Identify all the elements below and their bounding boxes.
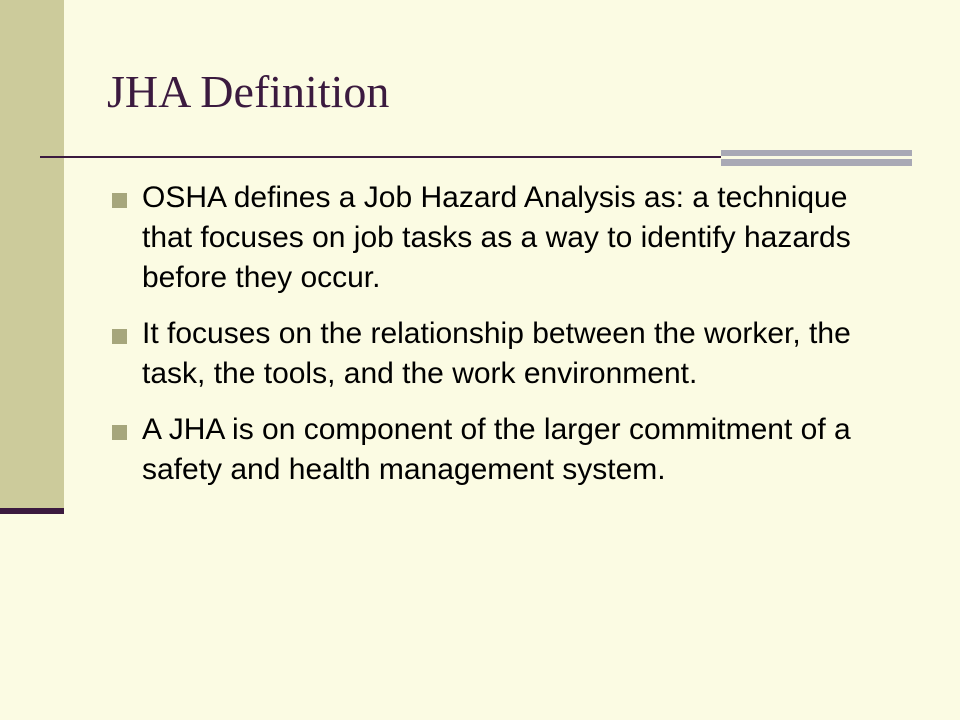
title-underline-accent xyxy=(721,150,912,166)
left-decorative-bar xyxy=(0,0,64,508)
slide-title: JHA Definition xyxy=(107,66,390,117)
bullet-item xyxy=(112,178,872,298)
bullet-text: It focuses on the relationship between the worker, the task, the tools, and the work environment. xyxy=(142,317,851,390)
bullet-item xyxy=(112,410,872,490)
bullet-text: A JHA is on component of the larger commitment of a safety and health management system. xyxy=(142,413,851,486)
left-accent-line xyxy=(0,508,64,514)
bullet-text: OSHA defines a Job Hazard Analysis as: a technique that focuses on job tasks as a way to identify hazards before they occur. xyxy=(142,181,851,294)
bullet-item xyxy=(112,314,872,394)
square-bullet-icon xyxy=(112,425,127,440)
square-bullet-icon xyxy=(112,193,127,208)
bullet-list xyxy=(112,178,872,506)
square-bullet-icon xyxy=(112,329,127,344)
